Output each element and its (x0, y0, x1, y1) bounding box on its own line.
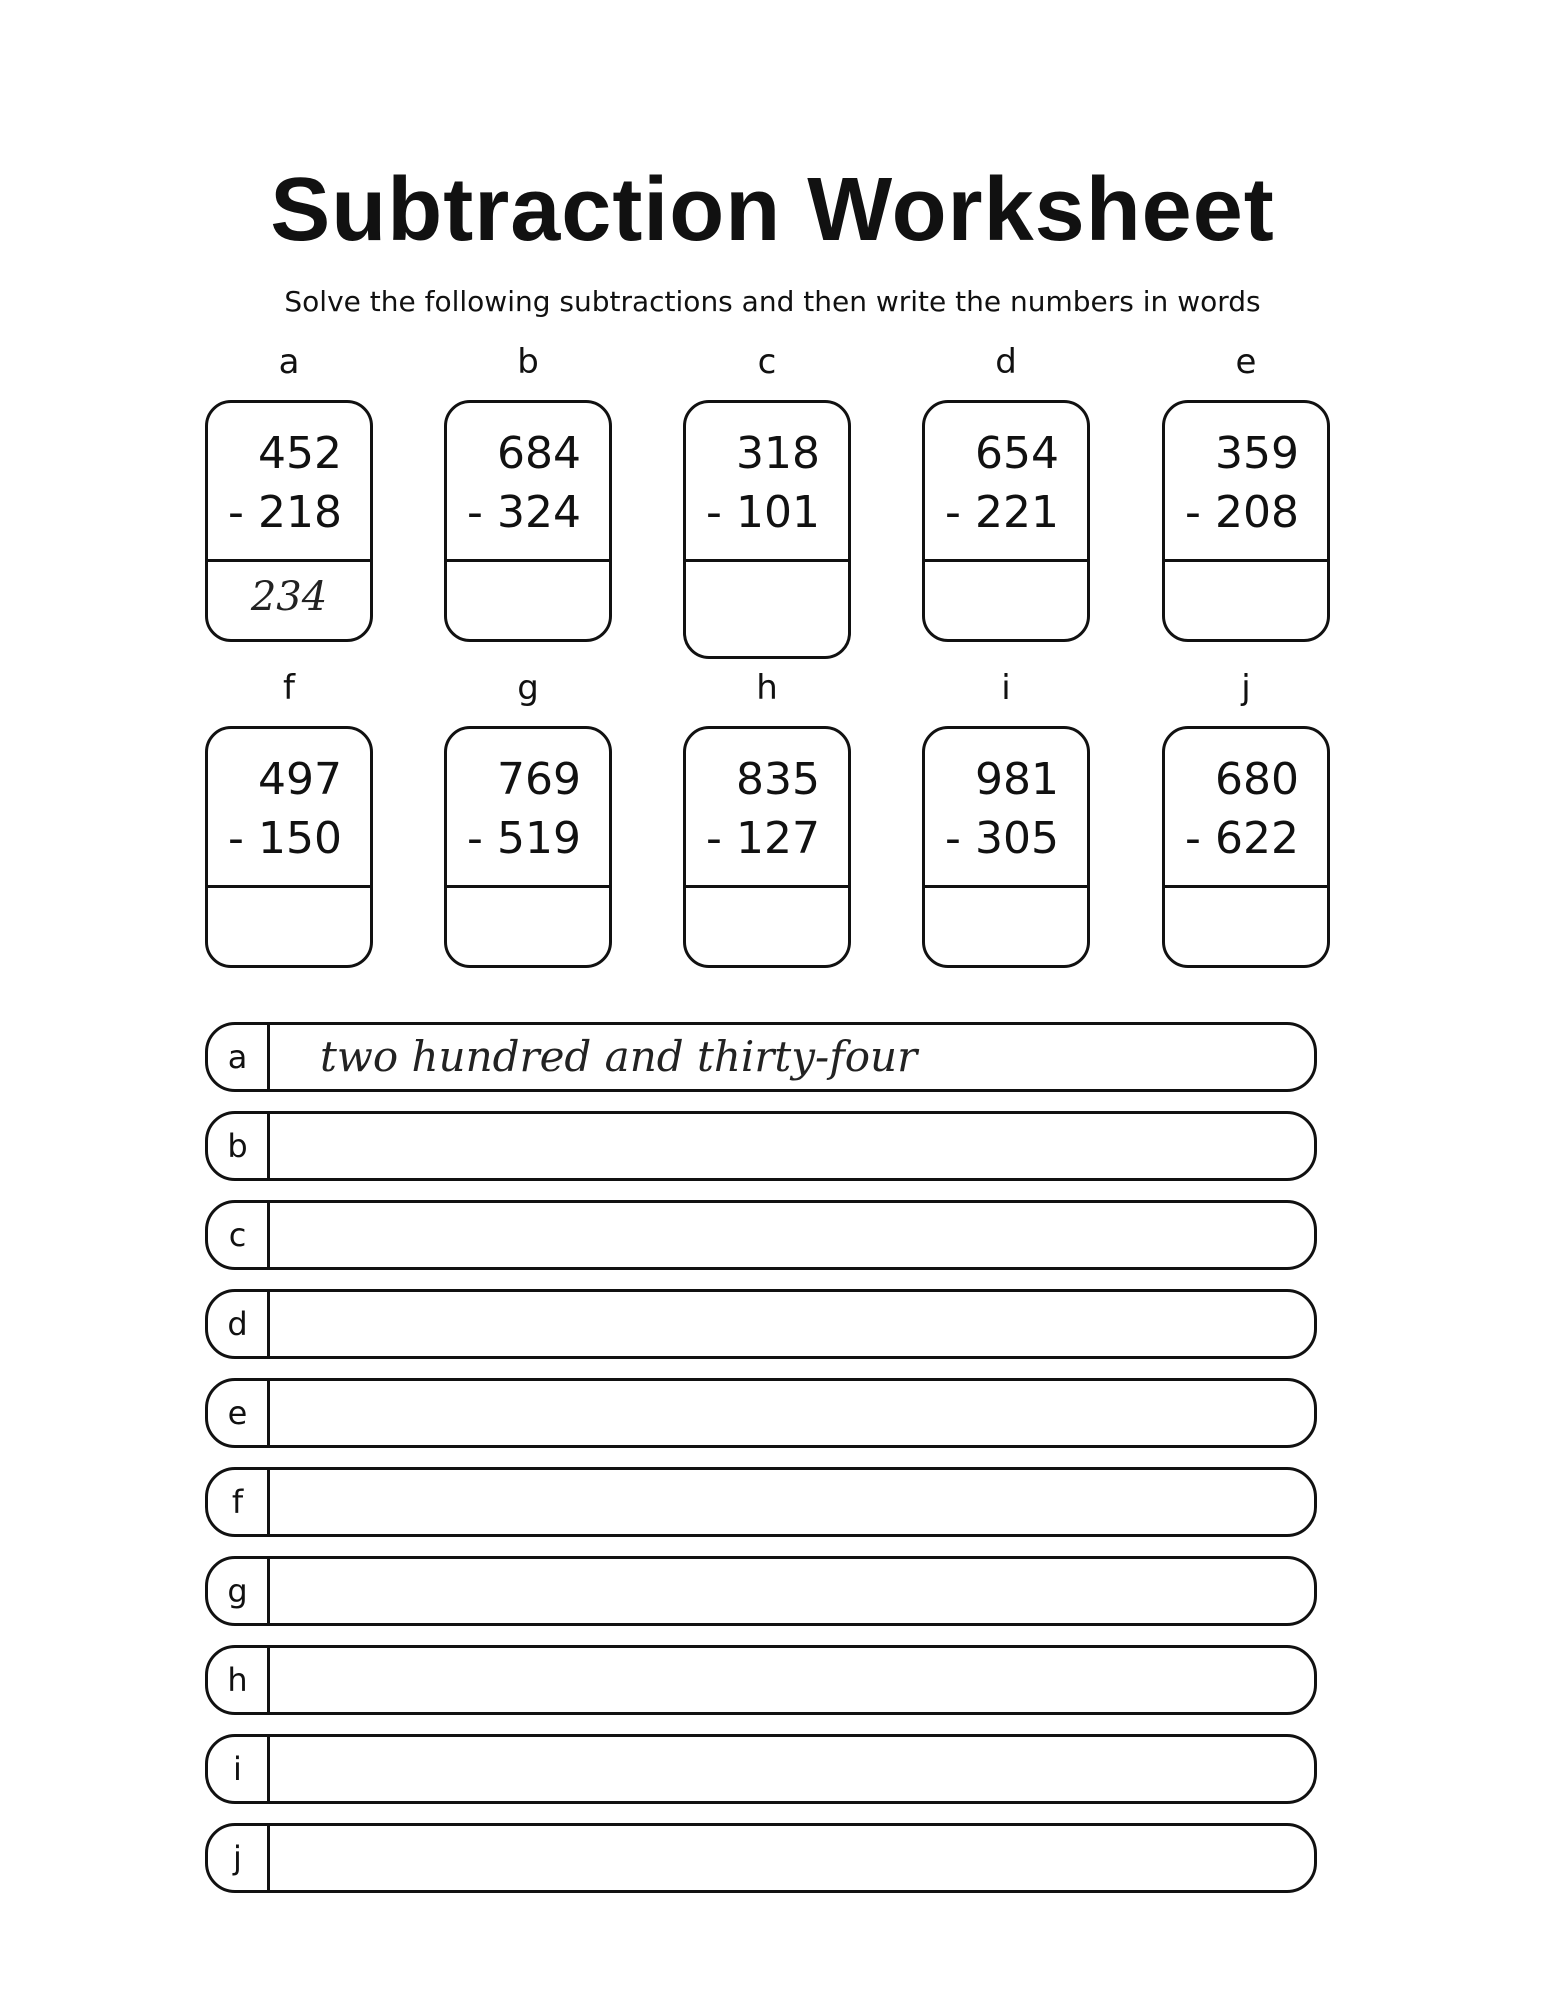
page-title: Subtraction Worksheet (270, 160, 1275, 260)
problem-card (922, 400, 1090, 642)
subtrahend: 150 (258, 813, 342, 864)
subtrahend: 208 (1215, 487, 1299, 538)
problem-card (205, 726, 373, 968)
problem-numbers (208, 729, 370, 888)
minuend: 359 (1215, 428, 1299, 479)
problem-letter: e (1235, 342, 1257, 382)
problem-card (922, 726, 1090, 968)
word-row-letter: g (208, 1559, 270, 1623)
minus-sign: - (945, 487, 961, 538)
minuend: 680 (1215, 754, 1299, 805)
problem-card (683, 726, 851, 968)
subtrahend: 519 (497, 813, 581, 864)
word-row-letter: j (208, 1826, 270, 1890)
subtrahend: 101 (736, 487, 820, 538)
answer-box[interactable] (1165, 562, 1327, 639)
minuend: 684 (497, 428, 581, 479)
problem-numbers (686, 403, 848, 562)
word-row-b[interactable] (205, 1111, 1317, 1181)
subtrahend: 622 (1215, 813, 1299, 864)
answer-box[interactable] (208, 888, 370, 965)
word-row-c[interactable] (205, 1200, 1317, 1270)
subtrahend: 127 (736, 813, 820, 864)
word-row-letter: i (208, 1737, 270, 1801)
word-row-letter: a (208, 1025, 270, 1089)
minus-sign: - (467, 487, 483, 538)
word-row-i[interactable] (205, 1734, 1317, 1804)
word-row-g[interactable] (205, 1556, 1317, 1626)
minuend: 835 (736, 754, 820, 805)
problem-letter: d (995, 342, 1017, 382)
answer-box[interactable] (208, 562, 370, 639)
answer-box[interactable] (447, 888, 609, 965)
subtrahend: 324 (497, 487, 581, 538)
problem-letter: j (1241, 668, 1251, 708)
word-answer-text: two hundred and thirty-four (320, 1032, 918, 1081)
minuend: 497 (258, 754, 342, 805)
minuend: 769 (497, 754, 581, 805)
word-row-letter: f (208, 1470, 270, 1534)
minus-sign: - (706, 487, 722, 538)
subtrahend: 221 (975, 487, 1059, 538)
answer-value: 234 (250, 574, 328, 620)
minuend: 654 (975, 428, 1059, 479)
minus-sign: - (1185, 813, 1201, 864)
subtrahend: 218 (258, 487, 342, 538)
problem-card (1162, 726, 1330, 968)
minus-sign: - (467, 813, 483, 864)
word-row-j[interactable] (205, 1823, 1317, 1893)
minuend: 318 (736, 428, 820, 479)
problem-numbers (447, 403, 609, 562)
answer-box[interactable] (925, 562, 1087, 639)
word-row-letter: e (208, 1381, 270, 1445)
word-row-e[interactable] (205, 1378, 1317, 1448)
problem-card (683, 400, 851, 659)
answer-box[interactable] (447, 562, 609, 639)
word-row-h[interactable] (205, 1645, 1317, 1715)
problem-numbers (686, 729, 848, 888)
problem-letter: g (517, 668, 539, 708)
word-row-letter: d (208, 1292, 270, 1356)
answer-box[interactable] (686, 562, 848, 656)
word-row-a[interactable] (205, 1022, 1317, 1092)
word-row-letter: h (208, 1648, 270, 1712)
problem-numbers (1165, 403, 1327, 562)
word-row-letter: b (208, 1114, 270, 1178)
problem-letter: c (757, 342, 777, 382)
problem-numbers (925, 729, 1087, 888)
answer-box[interactable] (1165, 888, 1327, 965)
problem-card (205, 400, 373, 642)
word-row-f[interactable] (205, 1467, 1317, 1537)
problem-card (444, 400, 612, 642)
minuend: 981 (975, 754, 1059, 805)
problem-numbers (208, 403, 370, 562)
minus-sign: - (1185, 487, 1201, 538)
answer-box[interactable] (925, 888, 1087, 965)
problem-letter: a (278, 342, 300, 382)
minus-sign: - (228, 487, 244, 538)
minuend: 452 (258, 428, 342, 479)
instructions: Solve the following subtractions and then write the numbers in words (284, 285, 1261, 318)
subtrahend: 305 (975, 813, 1059, 864)
problem-letter: h (756, 668, 778, 708)
problem-numbers (447, 729, 609, 888)
problem-card (444, 726, 612, 968)
word-row-d[interactable] (205, 1289, 1317, 1359)
problem-letter: b (517, 342, 539, 382)
word-row-letter: c (208, 1203, 270, 1267)
answer-box[interactable] (686, 888, 848, 965)
minus-sign: - (706, 813, 722, 864)
problem-card (1162, 400, 1330, 642)
minus-sign: - (945, 813, 961, 864)
problem-numbers (1165, 729, 1327, 888)
problem-letter: f (283, 668, 295, 708)
minus-sign: - (228, 813, 244, 864)
problem-letter: i (1001, 668, 1011, 708)
problem-numbers (925, 403, 1087, 562)
